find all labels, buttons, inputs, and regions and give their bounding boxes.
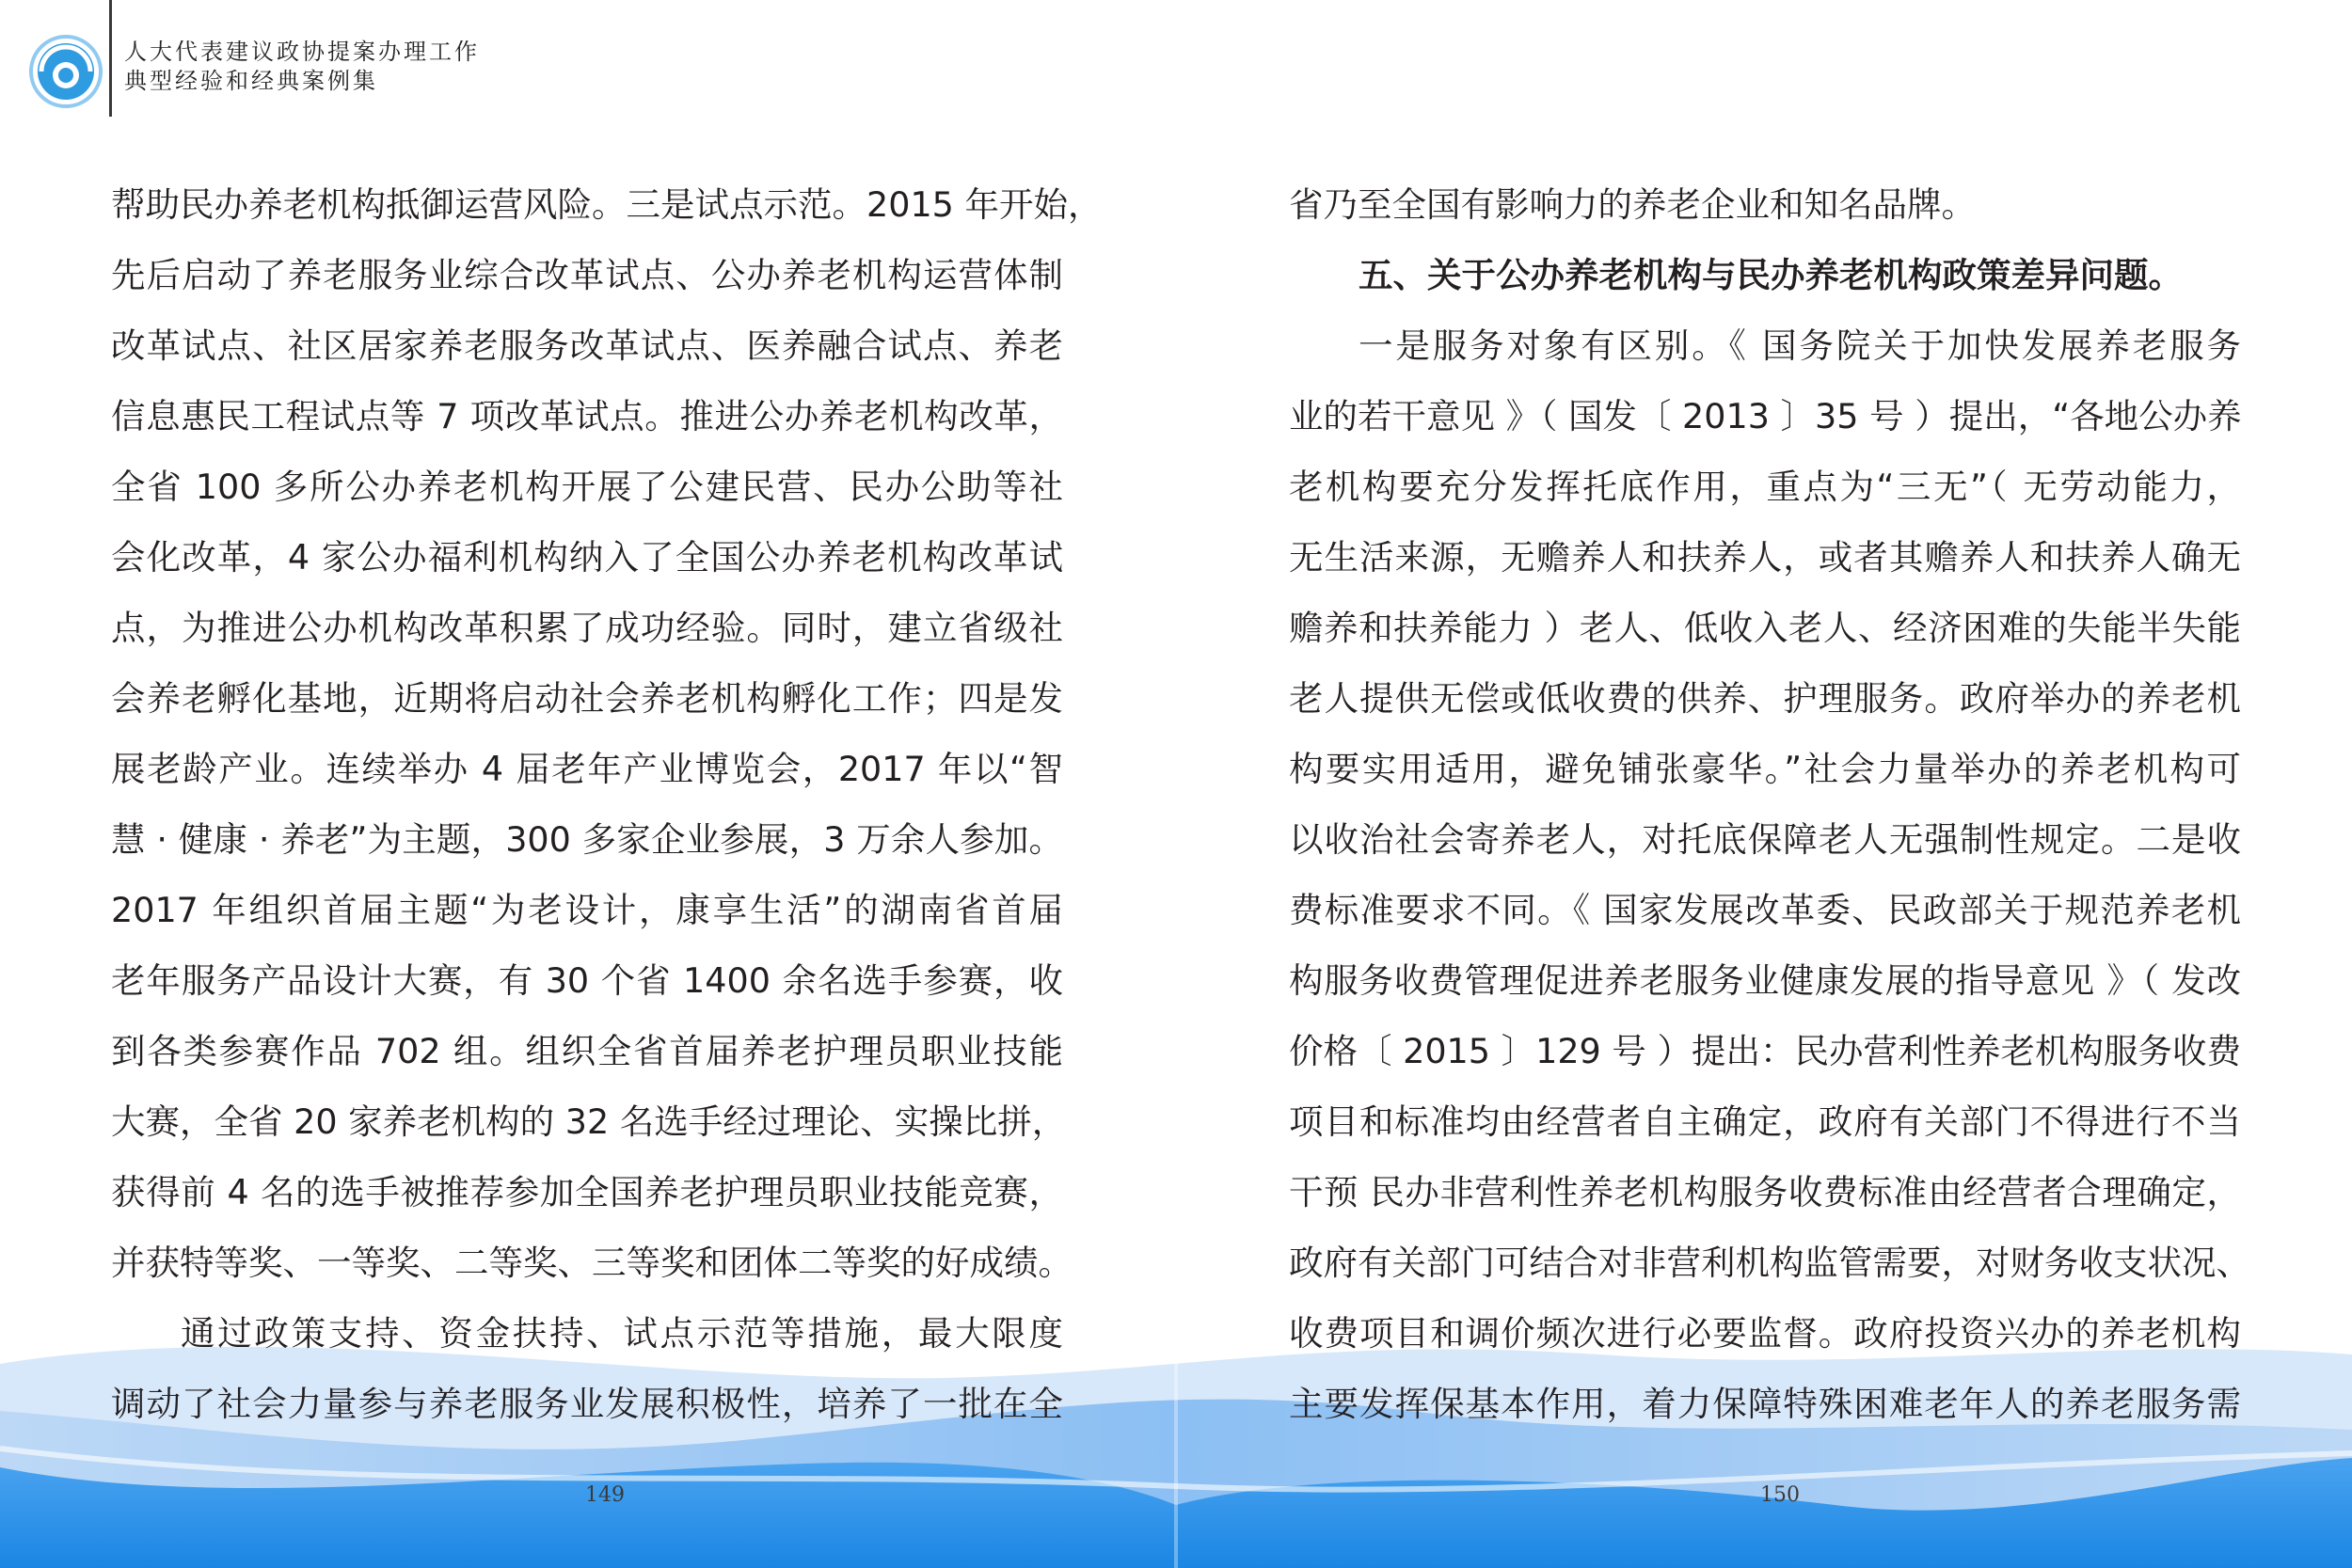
body-line: 调动了社会力量参与养老服务业发展积极性，培养了一批在全 — [111, 1384, 1063, 1424]
body-line: 慧 · 健康 · 养老”为主题，300 多家企业参展，3 万余人参加。 — [111, 819, 1063, 860]
body-line: 业的若干意见 》（ 国发〔 2013 〕35 号 ）提出，“各地公办养 — [1289, 396, 2242, 436]
body-line: 价格〔 2015 〕129 号 ）提出：民办营利性养老机构服务收费 — [1289, 1031, 2241, 1071]
book-logo-icon — [28, 34, 103, 109]
body-line: 大赛，全省 20 家养老机构的 32 名选手经过理论、实操比拼， — [111, 1101, 1067, 1142]
body-line: 点，为推进公办机构改革积累了成功经验。同时，建立省级社 — [111, 608, 1063, 648]
body-line: 老机构要充分发挥托底作用，重点为“三无”（ 无劳动能力， — [1289, 467, 2241, 507]
body-line: 项目和标准均由经营者自主确定，政府有关部门不得进行不当 — [1289, 1101, 2241, 1142]
body-line: 全省 100 多所公办养老机构开展了公建民营、民办公助等社 — [111, 467, 1063, 507]
body-line: 通过政策支持、资金扶持、试点示范等措施，最大限度 — [181, 1313, 1063, 1354]
left-page-body — [111, 169, 1103, 1439]
body-line: 以收治社会寄养老人，对托底保障老人无强制性规定。二是收 — [1289, 819, 2241, 860]
body-line: 帮助民办养老机构抵御运营风险。三是试点示范。2015 年开始， — [111, 184, 1103, 225]
body-line: 干预 民办非营利性养老机构服务收费标准由经营者合理确定， — [1289, 1172, 2241, 1212]
body-line: 老人提供无偿或低收费的供养、护理服务。政府举办的养老机 — [1289, 678, 2241, 719]
body-line: 改革试点、社区居家养老服务改革试点、医养融合试点、养老 — [111, 325, 1063, 366]
body-line: 省乃至全国有影响力的养老企业和知名品牌。 — [1289, 184, 1976, 225]
body-line: 主要发挥保基本作用，着力保障特殊困难老年人的养老服务需 — [1289, 1384, 2241, 1424]
body-line: 构要实用适用，避免铺张豪华。”社会力量举办的养老机构可 — [1289, 749, 2241, 789]
body-line: 老年服务产品设计大赛，有 30 个省 1400 余名选手参赛，收 — [111, 960, 1063, 1001]
body-line: 会化改革，4 家公办福利机构纳入了全国公办养老机构改革试 — [111, 537, 1063, 578]
body-line: 会养老孵化基地，近期将启动社会养老机构孵化工作；四是发 — [111, 678, 1063, 719]
book-title-line-2: 典型经验和经典案例集 — [124, 68, 378, 94]
body-line: 展老龄产业。连续举办 4 届老年产业博览会，2017 年以“智 — [111, 749, 1063, 789]
header-divider — [109, 0, 112, 117]
body-line: 2017 年组织首届主题“为老设计，康享生活”的湖南省首届 — [111, 890, 1063, 930]
body-line: 获得前 4 名的选手被推荐参加全国养老护理员职业技能竞赛， — [111, 1172, 1063, 1212]
body-line: 到各类参赛作品 702 组。组织全省首届养老护理员职业技能 — [111, 1031, 1063, 1071]
body-line: 构服务收费管理促进养老服务业健康发展的指导意见 》（ 发改 — [1289, 960, 2241, 1001]
page-header — [0, 0, 659, 122]
body-line: 赡养和扶养能力 ）老人、低收入老人、经济困难的失能半失能 — [1289, 608, 2241, 648]
section-heading: 五、关于公办养老机构与民办养老机构政策差异问题。 — [1359, 255, 2183, 295]
body-line: 信息惠民工程试点等 7 项改革试点。推进公办养老机构改革， — [111, 396, 1063, 436]
book-title-line-1: 人大代表建议政协提案办理工作 — [124, 39, 480, 65]
right-page-body — [1289, 169, 2250, 1439]
body-line: 先后启动了养老服务业综合改革试点、公办养老机构运营体制 — [111, 255, 1063, 295]
body-line: 并获特等奖、一等奖、二等奖、三等奖和团体二等奖的好成绩。 — [111, 1243, 1073, 1283]
body-line: 无生活来源，无赡养人和扶养人，或者其赡养人和扶养人确无 — [1289, 537, 2241, 578]
body-line: 一是服务对象有区别。《 国务院关于加快发展养老服务 — [1359, 325, 2241, 366]
body-line: 费标准要求不同。《 国家发展改革委、民政部关于规范养老机 — [1289, 890, 2241, 930]
body-line: 收费项目和调价频次进行必要监督。政府投资兴办的养老机构 — [1289, 1313, 2241, 1354]
page-number-right: 150 — [1760, 1483, 1800, 1507]
book-title — [124, 38, 480, 96]
page-number-left: 149 — [585, 1483, 625, 1507]
body-line: 政府有关部门可结合对非营利机构监管需要，对财务收支状况、 — [1289, 1243, 2250, 1283]
